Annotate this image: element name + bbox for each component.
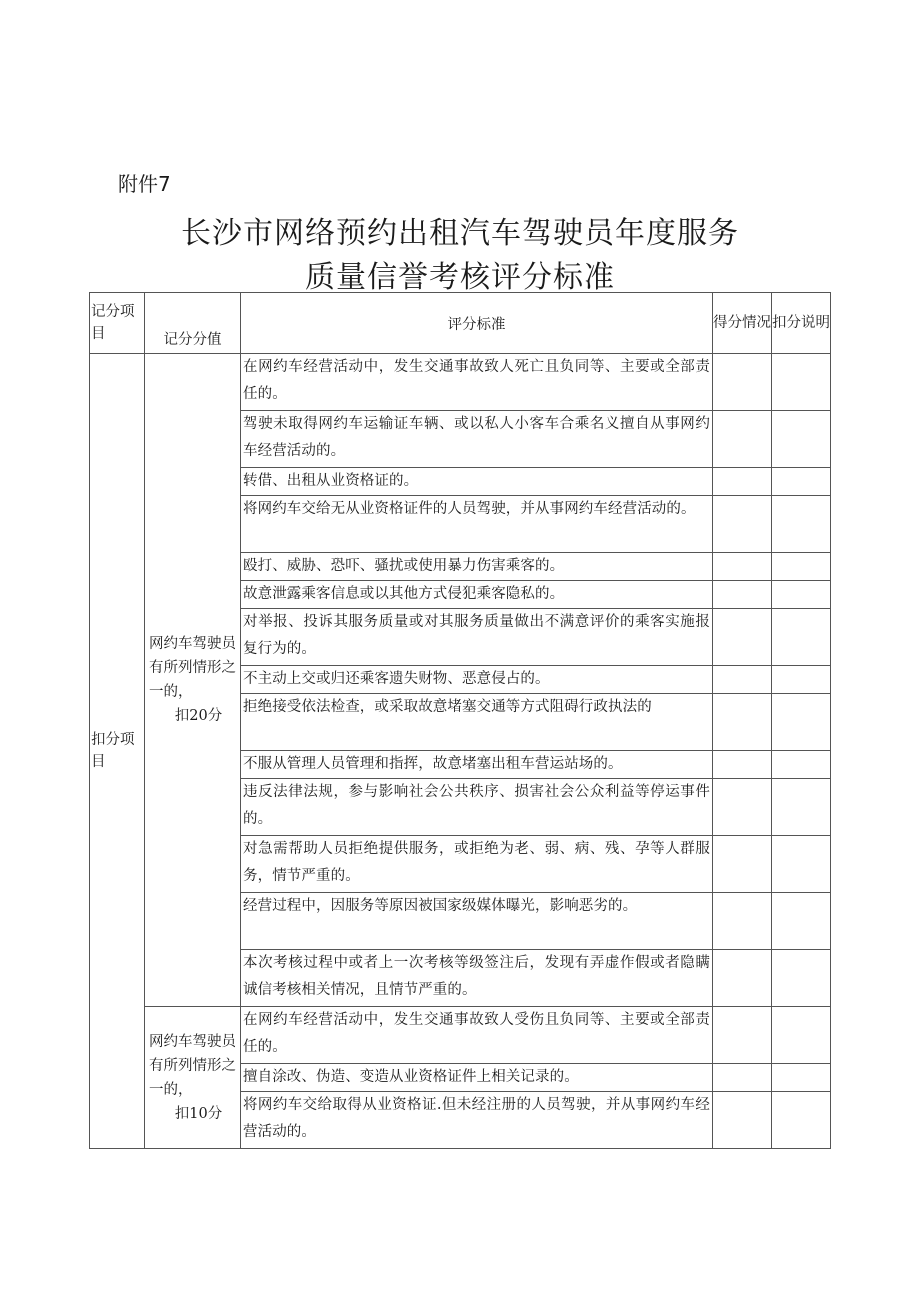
note-cell — [772, 666, 831, 694]
score-cell — [713, 1092, 772, 1149]
note-cell — [772, 609, 831, 666]
criteria-row — [90, 354, 831, 411]
note-cell — [772, 354, 831, 411]
score-cell — [713, 553, 772, 581]
score-cell — [713, 694, 772, 751]
document-title-line-2: 质量信誉考核评分标准 — [305, 260, 615, 295]
criteria-text: 不主动上交或归还乘客遗失财物、恶意侵占的。 — [241, 666, 713, 694]
scoring-table — [89, 292, 831, 1149]
score-cell — [713, 666, 772, 694]
note-cell — [772, 468, 831, 496]
criteria-text: 对急需帮助人员拒绝提供服务，或拒绝为老、弱、病、残、孕等人群服务，情节严重的。 — [241, 836, 713, 893]
note-cell — [772, 411, 831, 468]
note-cell — [772, 553, 831, 581]
note-cell — [772, 893, 831, 950]
criteria-text: 殴打、威胁、恐吓、骚扰或使用暴力伤害乘客的。 — [241, 553, 713, 581]
criteria-text: 经营过程中，因服务等原因被国家级媒体曝光，影响恶劣的。 — [241, 893, 713, 950]
score-cell — [713, 836, 772, 893]
criteria-text: 在网约车经营活动中，发生交通事故致人受伤且负同等、主要或全部责任的。 — [241, 1007, 713, 1064]
criteria-text: 故意泄露乘客信息或以其他方式侵犯乘客隐私的。 — [241, 581, 713, 609]
criteria-text: 擅自涂改、伪造、变造从业资格证件上相关记录的。 — [241, 1064, 713, 1092]
header-criteria: 评分标准 — [241, 293, 713, 354]
criteria-row — [90, 1007, 831, 1064]
deduction-condition: 网约车驾驶员有所列情形之一的， — [149, 1033, 236, 1098]
deduction-value-cell — [145, 354, 241, 1007]
deduction-points: 扣10分 — [174, 1105, 223, 1122]
note-cell — [772, 1092, 831, 1149]
score-cell — [713, 609, 772, 666]
criteria-text: 转借、出租从业资格证的。 — [241, 468, 713, 496]
note-cell — [772, 496, 831, 553]
criteria-text: 拒绝接受依法检查，或采取故意堵塞交通等方式阻碍行政执法的 — [241, 694, 713, 751]
header-score: 得分情况 — [713, 293, 772, 354]
deduction-points: 扣20分 — [174, 708, 223, 724]
criteria-text: 对举报、投诉其服务质量或对其服务质量做出不满意评价的乘客实施报复行为的。 — [241, 609, 713, 666]
note-cell — [772, 751, 831, 779]
score-cell — [713, 581, 772, 609]
note-cell — [772, 779, 831, 836]
deduction-condition: 网约车驾驶员有所列情形之一的， — [149, 636, 236, 700]
criteria-text: 将网约车交给无从业资格证件的人员驾驶，并从事网约车经营活动的。 — [241, 496, 713, 553]
note-cell — [772, 950, 831, 1007]
score-cell — [713, 1064, 772, 1092]
score-cell — [713, 779, 772, 836]
score-cell — [713, 468, 772, 496]
header-value: 记分分值 — [145, 293, 241, 354]
criteria-text: 本次考核过程中或者上一次考核等级签注后，发现有弄虚作假或者隐瞒诚信考核相关情况，且情节严重的。 — [241, 950, 713, 1007]
header-note: 扣分说明 — [772, 293, 831, 354]
score-cell — [713, 950, 772, 1007]
criteria-text: 将网约车交给取得从业资格证.但未经注册的人员驾驶，并从事网约车经营活动的。 — [241, 1092, 713, 1149]
note-cell — [772, 1064, 831, 1092]
attachment-label: 附件7 — [118, 172, 171, 196]
document-title-line-1: 长沙市网络预约出租汽车驾驶员年度服务 — [181, 216, 739, 251]
criteria-text: 不服从管理人员管理和指挥，故意堵塞出租车营运站场的。 — [241, 751, 713, 779]
note-cell — [772, 836, 831, 893]
header-item: 记分项目 — [90, 293, 145, 354]
header-row — [90, 293, 831, 354]
criteria-text: 在网约车经营活动中，发生交通事故致人死亡且负同等、主要或全部责任的。 — [241, 354, 713, 411]
note-cell — [772, 694, 831, 751]
score-cell — [713, 354, 772, 411]
score-cell — [713, 893, 772, 950]
score-cell — [713, 496, 772, 553]
category-cell: 扣分项目 — [90, 354, 145, 1149]
score-cell — [713, 751, 772, 779]
criteria-text: 驾驶未取得网约车运输证车辆、或以私人小客车合乘名义擅自从事网约车经营活动的。 — [241, 411, 713, 468]
score-cell — [713, 411, 772, 468]
deduction-value-cell — [145, 1007, 241, 1149]
note-cell — [772, 581, 831, 609]
criteria-text: 违反法律法规，参与影响社会公共秩序、损害社会公众利益等停运事件的。 — [241, 779, 713, 836]
note-cell — [772, 1007, 831, 1064]
score-cell — [713, 1007, 772, 1064]
